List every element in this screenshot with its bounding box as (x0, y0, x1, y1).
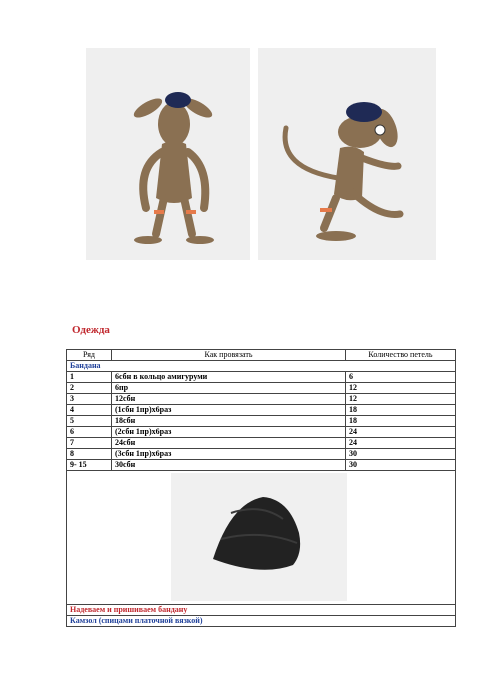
toy-side-illustration (258, 48, 436, 260)
row-instruction: 6сбн в кольцо амигуруми (112, 372, 346, 383)
row-instruction: (1сбн 1пр)х6раз (112, 405, 346, 416)
header-instruction: Как провязать (112, 350, 346, 361)
toy-photo-front (86, 48, 250, 260)
header-row-number: Ряд (67, 350, 112, 361)
toy-front-illustration (86, 48, 250, 260)
row-count: 24 (346, 427, 456, 438)
table-row (67, 427, 456, 438)
row-count: 30 (346, 449, 456, 460)
table-row (67, 438, 456, 449)
row-instruction: (3сбн 1пр)х6раз (112, 449, 346, 460)
row-count: 6 (346, 372, 456, 383)
row-instruction: 12сбн (112, 394, 346, 405)
row-number: 8 (67, 449, 112, 460)
note-row (67, 616, 456, 627)
row-number: 3 (67, 394, 112, 405)
row-number: 7 (67, 438, 112, 449)
row-instruction: (2сбн 1пр)х6раз (112, 427, 346, 438)
row-instruction: 18сбн (112, 416, 346, 427)
bandana-photo-cell (67, 471, 456, 605)
table-row (67, 383, 456, 394)
row-instruction: 24сбн (112, 438, 346, 449)
row-count: 18 (346, 416, 456, 427)
row-number: 1 (67, 372, 112, 383)
table-row (67, 405, 456, 416)
vest-note: Камзол (спицами платочной вязкой) (67, 616, 456, 627)
row-count: 12 (346, 383, 456, 394)
row-count: 24 (346, 438, 456, 449)
group-label: Бандана (67, 361, 456, 372)
row-number: 6 (67, 427, 112, 438)
table-row (67, 449, 456, 460)
pattern-table (66, 349, 456, 627)
table-row (67, 416, 456, 427)
row-count: 30 (346, 460, 456, 471)
image-row (67, 471, 456, 605)
row-number: 5 (67, 416, 112, 427)
table-row (67, 460, 456, 471)
table-header-row (67, 350, 456, 361)
note-row (67, 605, 456, 616)
row-count: 18 (346, 405, 456, 416)
group-row (67, 361, 456, 372)
bandana-illustration (171, 473, 347, 601)
section-title: Одежда (72, 324, 110, 336)
table-row (67, 372, 456, 383)
row-number: 9- 15 (67, 460, 112, 471)
toy-photo-side (258, 48, 436, 260)
row-number: 4 (67, 405, 112, 416)
header-stitch-count: Количество петель (346, 350, 456, 361)
sew-note: Надеваем и пришиваем бандану (67, 605, 456, 616)
row-count: 12 (346, 394, 456, 405)
row-instruction: 6пр (112, 383, 346, 394)
row-instruction: 30сбн (112, 460, 346, 471)
bandana-photo (171, 473, 347, 601)
table-row (67, 394, 456, 405)
row-number: 2 (67, 383, 112, 394)
